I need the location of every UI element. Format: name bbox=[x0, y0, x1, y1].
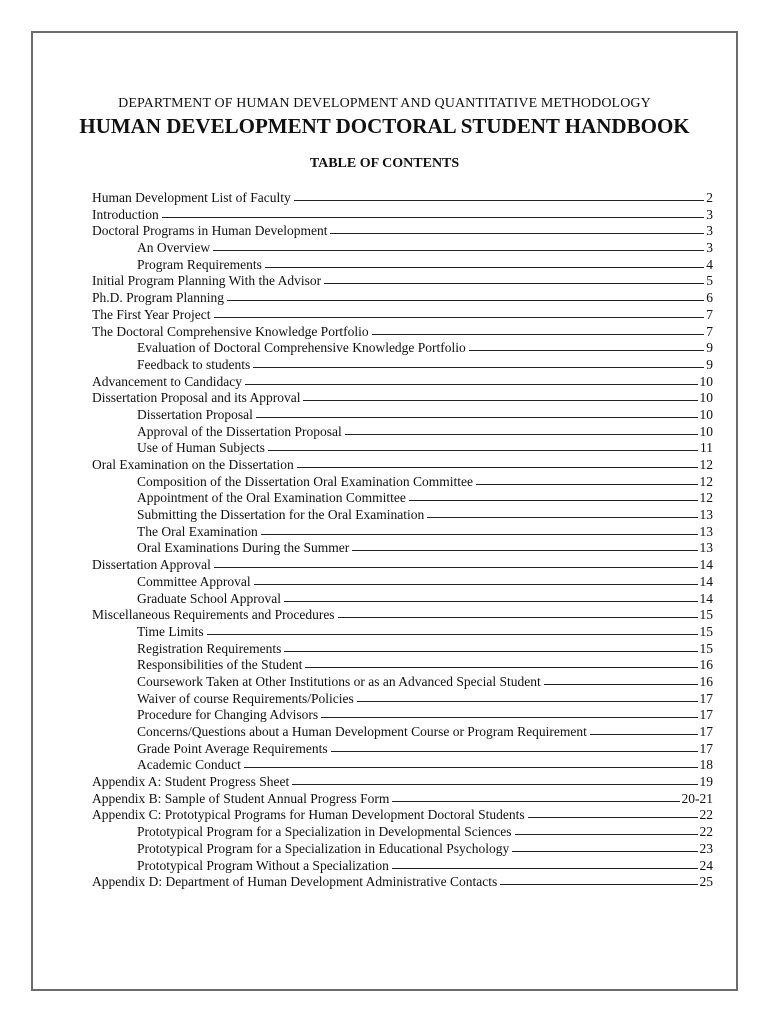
toc-entry bbox=[92, 540, 713, 557]
toc-entry bbox=[92, 791, 713, 808]
toc-leader-line bbox=[227, 300, 704, 301]
toc-page-number: 9 bbox=[706, 356, 713, 372]
toc-leader-line bbox=[214, 567, 698, 568]
toc-page-number: 9 bbox=[706, 340, 713, 356]
toc-leader-line bbox=[427, 517, 697, 518]
toc-page-number: 14 bbox=[699, 590, 713, 606]
toc-entry bbox=[92, 340, 713, 357]
toc-entry-label: Ph.D. Program Planning bbox=[92, 290, 225, 306]
toc-entry bbox=[92, 707, 713, 724]
toc-leader-line bbox=[244, 767, 698, 768]
toc-entry bbox=[92, 691, 713, 708]
toc-entry-label: Time Limits bbox=[137, 623, 204, 639]
toc-entry-label: Advancement to Candidacy bbox=[92, 373, 242, 389]
toc-entry bbox=[92, 440, 713, 457]
toc-entry-label: Dissertation Proposal bbox=[137, 406, 253, 422]
toc-entry bbox=[92, 824, 713, 841]
toc-page-number: 23 bbox=[699, 840, 713, 856]
toc-page-number: 25 bbox=[699, 874, 713, 890]
toc-page-number: 13 bbox=[699, 507, 713, 523]
toc-entry-label: Responsibilities of the Student bbox=[137, 657, 303, 673]
toc-leader-line bbox=[357, 701, 698, 702]
toc-entry bbox=[92, 741, 713, 758]
department-heading: DEPARTMENT OF HUMAN DEVELOPMENT AND QUANTITATIVE METHODOLOGY bbox=[118, 96, 651, 111]
toc-entry bbox=[92, 624, 713, 641]
toc-entry bbox=[92, 207, 713, 224]
toc-leader-line bbox=[500, 884, 697, 885]
toc-page-number: 17 bbox=[699, 690, 713, 706]
toc-entry bbox=[92, 774, 713, 791]
toc-entry bbox=[92, 407, 713, 424]
toc-entry-label: Concerns/Questions about a Human Development Course or Program Requirement bbox=[137, 724, 587, 739]
toc-entry bbox=[92, 190, 713, 207]
toc-entry bbox=[92, 591, 713, 608]
toc-entry-label: Graduate School Approval bbox=[137, 590, 281, 606]
toc-page-number: 3 bbox=[706, 240, 713, 256]
toc-entry-label: Prototypical Program for a Specialization in Developmental Sciences bbox=[137, 824, 512, 840]
toc-entry-label: Submitting the Dissertation for the Oral Examination bbox=[137, 507, 425, 523]
toc-leader-line bbox=[162, 217, 705, 218]
toc-entry bbox=[92, 390, 713, 407]
toc-entry-label: Initial Program Planning With the Advisor bbox=[92, 273, 322, 289]
toc-leader-line bbox=[331, 751, 698, 752]
toc-page-number: 24 bbox=[699, 857, 713, 873]
toc-entry-label: Appointment of the Oral Examination Committee bbox=[137, 490, 406, 506]
toc-entry-label: Dissertation Proposal and its Approval bbox=[92, 390, 301, 406]
toc-leader-line bbox=[284, 601, 698, 602]
toc-page-number: 12 bbox=[699, 490, 713, 506]
toc-leader-line bbox=[345, 434, 698, 435]
toc-page-number: 22 bbox=[699, 824, 713, 840]
toc-leader-line bbox=[544, 684, 698, 685]
toc-leader-line bbox=[469, 350, 704, 351]
toc-page-number: 16 bbox=[699, 657, 713, 673]
toc-page-number: 12 bbox=[699, 473, 713, 489]
table-of-contents bbox=[92, 190, 713, 891]
toc-leader-line bbox=[265, 267, 704, 268]
toc-leader-line bbox=[330, 233, 704, 234]
toc-entry-label: Feedback to students bbox=[137, 356, 251, 372]
toc-entry-label: Composition of the Dissertation Oral Examination Committee bbox=[137, 473, 473, 489]
toc-leader-line bbox=[253, 367, 704, 368]
toc-page-number: 6 bbox=[706, 290, 713, 306]
toc-entry-label: Appendix A: Student Progress Sheet bbox=[92, 774, 290, 790]
toc-leader-line bbox=[476, 484, 698, 485]
toc-leader-line bbox=[352, 550, 697, 551]
toc-leader-line bbox=[528, 817, 698, 818]
toc-leader-line bbox=[324, 283, 704, 284]
toc-page-number: 10 bbox=[699, 373, 713, 389]
toc-entry bbox=[92, 874, 713, 891]
toc-leader-line bbox=[321, 717, 697, 718]
toc-entry-label: Introduction bbox=[92, 206, 159, 222]
toc-entry bbox=[92, 457, 713, 474]
toc-entry bbox=[92, 307, 713, 324]
toc-page-number: 11 bbox=[700, 440, 713, 456]
toc-leader-line bbox=[261, 534, 698, 535]
toc-entry-label: Committee Approval bbox=[137, 573, 251, 589]
toc-entry-label: Oral Examinations During the Summer bbox=[137, 540, 350, 556]
toc-heading: TABLE OF CONTENTS bbox=[309, 156, 460, 171]
toc-entry bbox=[92, 374, 713, 391]
toc-entry-label: Evaluation of Doctoral Comprehensive Knowledge Portfolio bbox=[137, 340, 466, 356]
toc-page-number: 19 bbox=[699, 774, 713, 790]
toc-leader-line bbox=[245, 384, 698, 385]
toc-entry-label: Appendix C: Prototypical Programs for Human Development Doctoral Students bbox=[92, 807, 525, 823]
toc-entry bbox=[92, 223, 713, 240]
toc-page-number: 7 bbox=[706, 306, 713, 322]
toc-leader-line bbox=[292, 784, 697, 785]
toc-entry-label: Waiver of course Requirements/Policies bbox=[137, 690, 354, 706]
toc-entry bbox=[92, 574, 713, 591]
toc-page-number: 3 bbox=[706, 206, 713, 222]
toc-page-number: 13 bbox=[699, 523, 713, 539]
toc-entry bbox=[92, 607, 713, 624]
toc-leader-line bbox=[515, 834, 698, 835]
toc-page-number: 14 bbox=[699, 557, 713, 573]
toc-entry bbox=[92, 524, 713, 541]
toc-entry bbox=[92, 257, 713, 274]
toc-entry bbox=[92, 357, 713, 374]
toc-page-number: 17 bbox=[699, 707, 713, 723]
toc-entry bbox=[92, 757, 713, 774]
toc-entry-label: Grade Point Average Requirements bbox=[137, 740, 328, 756]
toc-leader-line bbox=[338, 617, 698, 618]
toc-leader-line bbox=[256, 417, 698, 418]
toc-entry-label: Prototypical Program for a Specialization in Educational Psychology bbox=[137, 840, 510, 856]
toc-entry-label: Prototypical Program Without a Specialization bbox=[137, 857, 389, 873]
toc-entry bbox=[92, 490, 713, 507]
toc-entry bbox=[92, 724, 713, 741]
toc-page-number: 20-21 bbox=[681, 790, 713, 806]
toc-page-number: 22 bbox=[699, 807, 713, 823]
toc-entry-label: The Oral Examination bbox=[137, 523, 258, 539]
toc-entry-label: Approval of the Dissertation Proposal bbox=[137, 423, 342, 439]
toc-entry bbox=[92, 807, 713, 824]
toc-page-number: 12 bbox=[699, 457, 713, 472]
toc-leader-line bbox=[590, 734, 698, 735]
toc-entry bbox=[92, 290, 713, 307]
toc-page-number: 15 bbox=[699, 640, 713, 656]
toc-page-number: 15 bbox=[699, 607, 713, 623]
toc-leader-line bbox=[284, 651, 697, 652]
toc-entry-label: Doctoral Programs in Human Development bbox=[92, 223, 328, 239]
toc-page-number: 17 bbox=[699, 740, 713, 756]
toc-entry bbox=[92, 273, 713, 290]
toc-entry-label: An Overview bbox=[137, 240, 211, 256]
toc-leader-line bbox=[213, 250, 704, 251]
toc-entry-label: Dissertation Approval bbox=[92, 557, 211, 573]
toc-entry-label: Appendix D: Department of Human Development Administrative Contacts bbox=[92, 874, 498, 890]
toc-page-number: 17 bbox=[699, 724, 713, 739]
toc-entry-label: Coursework Taken at Other Institutions or as an Advanced Special Student bbox=[137, 673, 541, 689]
toc-leader-line bbox=[303, 400, 697, 401]
toc-leader-line bbox=[392, 801, 679, 802]
toc-leader-line bbox=[392, 868, 698, 869]
toc-entry-label: Use of Human Subjects bbox=[137, 440, 265, 456]
toc-page-number: 10 bbox=[699, 390, 713, 406]
toc-page-number: 5 bbox=[706, 273, 713, 289]
toc-entry-label: Program Requirements bbox=[137, 256, 262, 272]
toc-page-number: 4 bbox=[706, 256, 713, 272]
toc-entry bbox=[92, 324, 713, 341]
toc-entry bbox=[92, 240, 713, 257]
toc-page-number: 2 bbox=[706, 190, 713, 205]
toc-leader-line bbox=[409, 500, 698, 501]
toc-entry-label: Appendix B: Sample of Student Annual Progress Form bbox=[92, 790, 390, 806]
toc-entry-label: Oral Examination on the Dissertation bbox=[92, 457, 294, 472]
toc-leader-line bbox=[254, 584, 698, 585]
toc-leader-line bbox=[512, 851, 697, 852]
toc-page-number: 10 bbox=[699, 423, 713, 439]
toc-leader-line bbox=[294, 200, 705, 201]
toc-entry bbox=[92, 424, 713, 441]
toc-page-number: 10 bbox=[699, 406, 713, 422]
handbook-title: HUMAN DEVELOPMENT DOCTORAL STUDENT HANDBOOK bbox=[79, 114, 690, 138]
toc-leader-line bbox=[305, 667, 697, 668]
toc-entry bbox=[92, 641, 713, 658]
toc-leader-line bbox=[268, 450, 698, 451]
toc-entry-label: Procedure for Changing Advisors bbox=[137, 707, 319, 723]
toc-entry bbox=[92, 841, 713, 858]
toc-page-number: 16 bbox=[699, 673, 713, 689]
toc-page-number: 18 bbox=[699, 757, 713, 773]
toc-entry-label: Academic Conduct bbox=[137, 757, 241, 773]
toc-entry-label: Miscellaneous Requirements and Procedures bbox=[92, 607, 335, 623]
toc-page-number: 14 bbox=[699, 573, 713, 589]
toc-entry bbox=[92, 557, 713, 574]
toc-page-number: 7 bbox=[706, 323, 713, 339]
toc-page-number: 3 bbox=[706, 223, 713, 239]
toc-leader-line bbox=[207, 634, 698, 635]
toc-leader-line bbox=[372, 334, 705, 335]
toc-entry bbox=[92, 474, 713, 491]
document-page bbox=[31, 31, 738, 991]
toc-entry-label: The First Year Project bbox=[92, 306, 211, 322]
toc-entry-label: The Doctoral Comprehensive Knowledge Portfolio bbox=[92, 323, 369, 339]
toc-leader-line bbox=[297, 467, 698, 468]
toc-entry bbox=[92, 858, 713, 875]
toc-entry bbox=[92, 674, 713, 691]
toc-page-number: 13 bbox=[699, 540, 713, 556]
toc-page-number: 15 bbox=[699, 623, 713, 639]
toc-entry-label: Registration Requirements bbox=[137, 640, 282, 656]
toc-entry bbox=[92, 507, 713, 524]
toc-entry bbox=[92, 657, 713, 674]
toc-entry-label: Human Development List of Faculty bbox=[92, 190, 291, 205]
toc-leader-line bbox=[214, 317, 705, 318]
